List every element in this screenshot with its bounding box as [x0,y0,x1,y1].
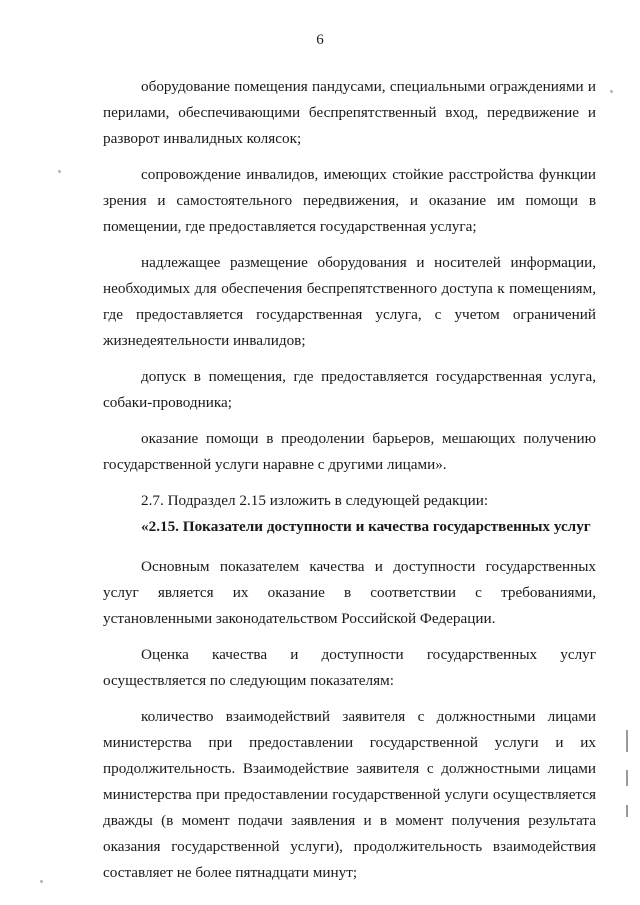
paragraph-equipment: надлежащее размещение оборудования и носителей информации, необходимых для обеспечения беспрепятственного доступа к помещениям, где предоставляется государственная услуга, с учетом ограничений жизнедеятельности инвалидов; [103,254,596,349]
paragraph-gap [103,694,596,704]
paragraph-subsection-change: 2.7. Подраздел 2.15 изложить в следующей редакции: [141,492,489,509]
paragraph-ramps: оборудование помещения пандусами, специальными ограждениями и перилами, обеспечивающими беспрепятственный вход, передвижение и разворот инвалидных колясок; [103,78,596,147]
paragraph-gap [103,632,596,642]
scan-artifact-line [626,770,628,786]
paragraph-gap [103,152,596,162]
paragraph-interactions: количество взаимодействий заявителя с должностными лицами министерства при предоставлении государственной услуги и их продолжительность. Взаимодействие заявителя с должностными лицами министерства при предоставлении государственной услуги осуществляется дважды (в момент подачи заявления и в момент получения результата оказания государственной услуги), продолжительность взаимодействия составляет не более пятнадцати минут; [103,708,596,881]
paragraph-barriers: оказание помощи в преодолении барьеров, мешающих получению государственной услуги наравне с другими лицами». [103,430,596,473]
scan-artifact-line [626,730,628,752]
scan-artifact-line [626,805,628,817]
scan-artifact-dot [610,90,613,93]
document-body [103,74,596,886]
section-heading: «2.15. Показатели доступности и качества государственных услуг [141,518,591,535]
paragraph-gap [103,478,596,488]
scan-artifact-dot [58,170,61,173]
scan-artifact-dot [40,880,43,883]
paragraph-gap [103,416,596,426]
paragraph-assessment: Оценка качества и доступности государственных услуг осуществляется по следующим показателям: [103,646,596,689]
paragraph-escort: сопровождение инвалидов, имеющих стойкие расстройства функции зрения и самостоятельного передвижения, и оказание им помощи в помещении, где предоставляется государственная услуга; [103,166,596,235]
page-number: 6 [316,32,324,48]
paragraph-gap [103,354,596,364]
paragraph-main-indicator: Основным показателем качества и доступности государственных услуг является их оказание в соответствии с требованиями, установленными законодательством Российской Федерации. [103,558,596,627]
paragraph-gap [103,540,596,554]
paragraph-gap [103,240,596,250]
paragraph-guide-dog: допуск в помещения, где предоставляется государственная услуга, собаки-проводника; [103,368,596,411]
